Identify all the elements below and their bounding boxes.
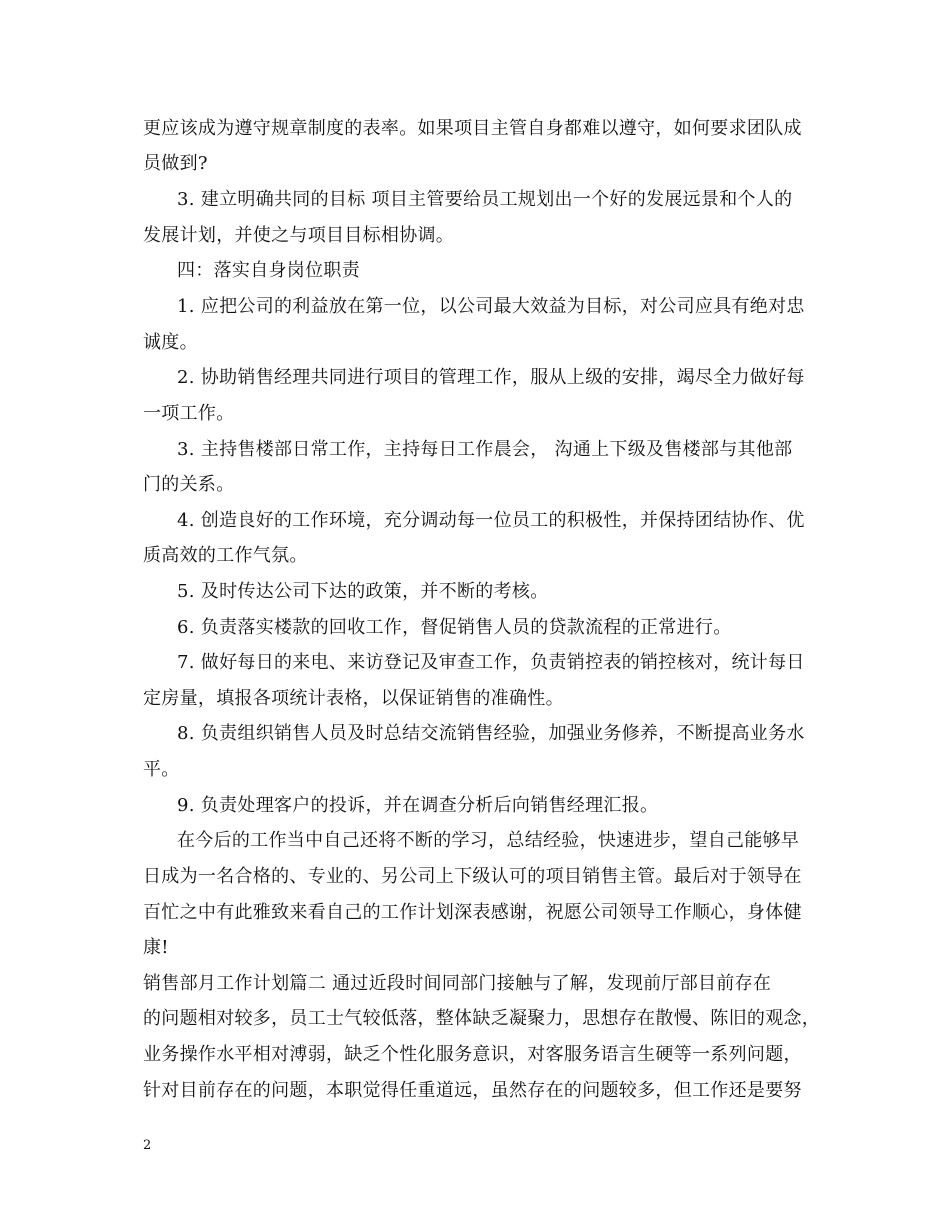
list-item: 3. 建立明确共同的目标 项目主管要给员工规划出一个好的发展远景和个人的	[177, 189, 793, 210]
list-item: 5. 及时传达公司下达的政策，并不断的考核。	[177, 581, 549, 602]
section-heading: 四：落实自身岗位职责	[177, 260, 360, 281]
paragraph-start: 在今后的工作当中自己还将不断的学习，总结经验，快速进步，望自己能够早	[177, 830, 800, 851]
list-item: 4. 创造良好的工作环境，充分调动每一位员工的积极性，并保持团结协作、优	[177, 510, 805, 531]
text-line: 质高效的工作气氛。	[143, 545, 308, 566]
text-line: 平。	[143, 759, 180, 780]
page-number: 2	[143, 1138, 152, 1153]
text-line: 业务操作水平相对溥弱，缺乏个性化服务意识，对客服务语言生硬等一系列问题，	[143, 1044, 802, 1065]
text-line: 康!	[143, 937, 169, 958]
text-line: 员做到?	[143, 153, 208, 174]
text-line: 诚度。	[143, 332, 198, 353]
list-item: 9. 负责处理客户的投诉，并在调查分析后向销售经理汇报。	[177, 795, 659, 816]
text-line: 的问题相对较多，员工士气较低落，整体缺乏凝聚力，思想存在散慢、陈旧的观念，	[143, 1008, 821, 1029]
list-item: 7. 做好每日的来电、来访登记及审查工作，负责销控表的销控核对，统计每日	[177, 652, 805, 673]
list-item: 3. 主持售楼部日常工作，主持每日工作晨会， 沟通上下级及售楼部与其他部	[177, 439, 793, 460]
text-line: 百忙之中有此雅致来看自己的工作计划深表感谢，祝愿公司领导工作顺心，身体健	[143, 902, 802, 923]
list-item: 8. 负责组织销售人员及时总结交流销售经验，加强业务修养，不断提高业务水	[177, 723, 805, 744]
text-line: 定房量，填报各项统计表格，以保证销售的准确性。	[143, 688, 564, 709]
list-item: 2. 协助销售经理共同进行项目的管理工作，服从上级的安排，竭尽全力做好每	[177, 367, 805, 388]
text-line: 更应该成为遵守规章制度的表率。如果项目主管自身都难以遵守，如何要求团队成	[143, 118, 802, 139]
section-title-line: 销售部月工作计划篇二 通过近段时间同部门接触与了解，发现前厅部目前存在	[143, 973, 772, 994]
text-line: 一项工作。	[143, 403, 235, 424]
list-item: 1. 应把公司的利益放在第一位，以公司最大效益为目标，对公司应具有绝对忠	[177, 296, 805, 317]
list-item: 6. 负责落实楼款的回收工作，督促销售人员的贷款流程的正常进行。	[177, 617, 732, 638]
text-line: 发展计划，并使之与项目目标相协调。	[143, 225, 455, 246]
text-line: 日成为一名合格的、专业的、另公司上下级认可的项目销售主管。最后对于领导在	[143, 866, 802, 887]
text-line: 门的关系。	[143, 474, 235, 495]
text-line: 针对目前存在的问题，本职觉得任重道远，虽然存在的问题较多，但工作还是要努	[143, 1080, 802, 1101]
